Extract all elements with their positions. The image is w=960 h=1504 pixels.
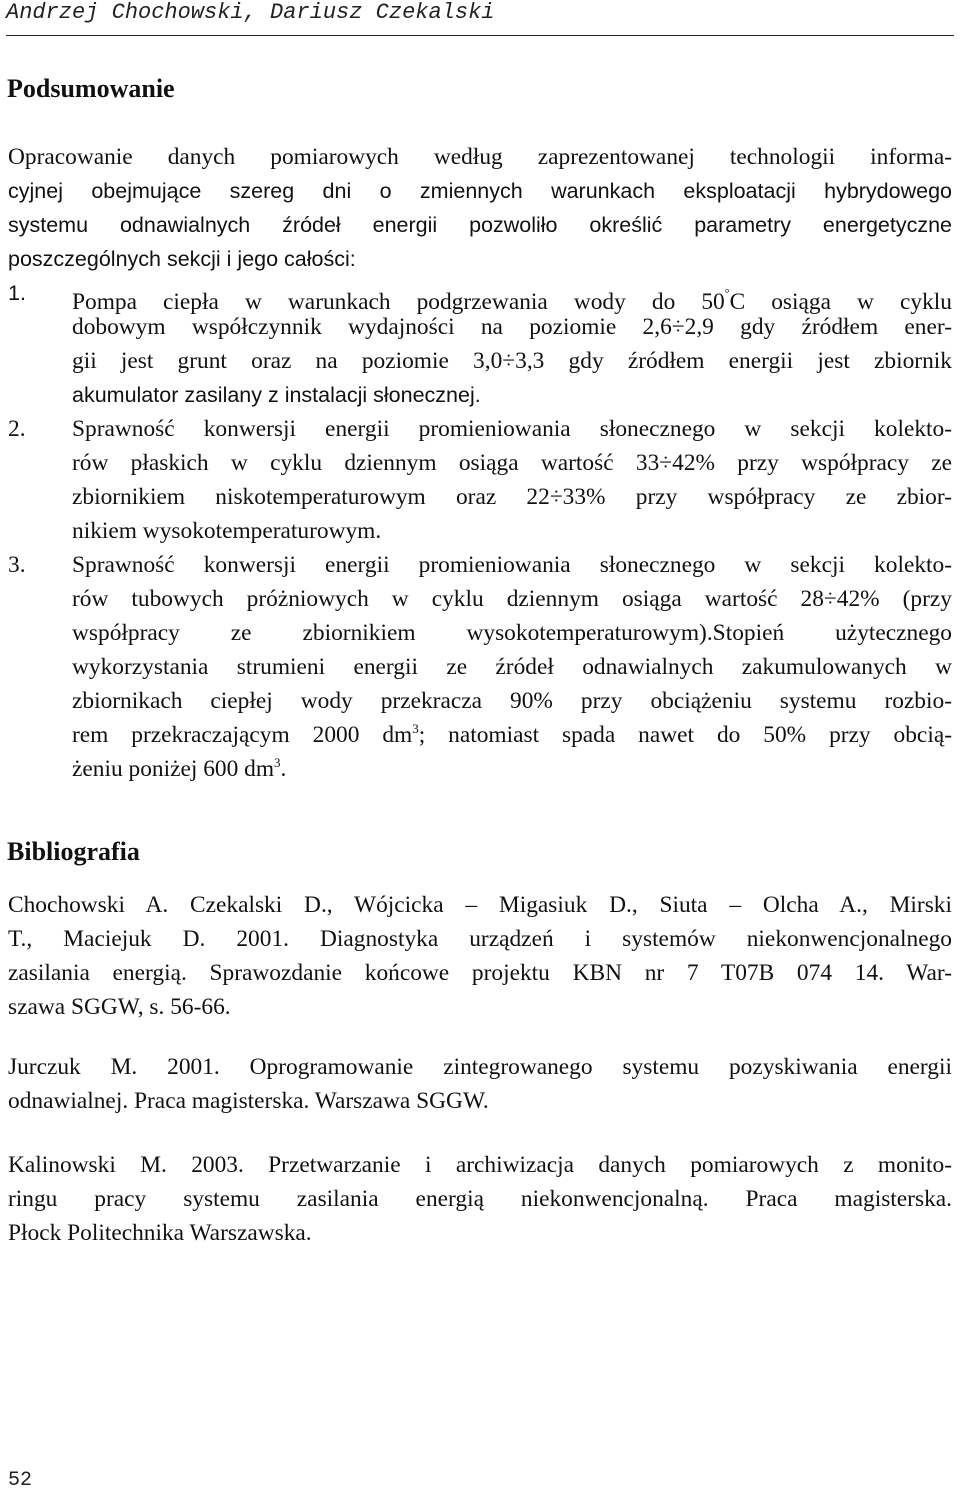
list-item-line: rów tubowych próżniowych w cyklu dziennym osiąga wartość 28÷42% (przy xyxy=(72,586,952,612)
list-item-line xyxy=(72,752,952,786)
list-item-line: rów płaskich w cyklu dziennym osiąga wartość 33÷42% przy współpracy ze xyxy=(72,450,952,476)
list-item-number: 1. xyxy=(8,281,26,305)
line-text: Pompa ciepła w warunkach podgrzewania wody do 50 xyxy=(72,289,725,315)
entry-line: szawa SGGW, s. 56-66. xyxy=(8,994,231,1020)
header-rule xyxy=(6,35,954,36)
entry-line: zasilania energią. Sprawozdanie końcowe projektu KBN nr 7 T07B 074 14. War- xyxy=(8,960,952,986)
list-item-line: współpracy ze zbiornikiem wysokotemperaturowym).Stopień użytecznego xyxy=(72,620,952,646)
intro-line: Opracowanie danych pomiarowych według zaprezentowanej technologii informa- xyxy=(8,144,952,170)
list-item-line: Sprawność konwersji energii promieniowania słonecznego w sekcji kolekto- xyxy=(72,416,952,442)
line-text: C osiąga w cyklu xyxy=(729,289,952,315)
list-item-line: zbiornikiem niskotemperaturowym oraz 22÷33% przy współpracy ze zbior- xyxy=(72,484,952,510)
list-item-line: akumulator zasilany z instalacji słonecznej. xyxy=(72,383,481,407)
line-text: rem przekraczającym 2000 dm xyxy=(72,722,413,748)
page-number: 52 xyxy=(8,1469,33,1492)
summary-heading: Podsumowanie xyxy=(7,74,175,103)
list-item-number: 3. xyxy=(8,552,26,578)
line-text: . xyxy=(280,756,287,782)
list-item-line: zbiornikach ciepłej wody przekracza 90% przy obciążeniu systemu rozbio- xyxy=(72,688,952,714)
list-item-line: dobowym współczynnik wydajności na poziomie 2,6÷2,9 gdy źródłem ener- xyxy=(72,314,952,340)
intro-line: cyjnej obejmujące szereg dni o zmiennych warunkach eksploatacji hybrydowego xyxy=(8,179,952,203)
entry-line: Chochowski A. Czekalski D., Wójcicka – Migasiuk D., Siuta – Olcha A., Mirski xyxy=(8,892,952,918)
line-text: ; natomiast spada nawet do 50% przy obcią- xyxy=(418,722,952,748)
intro-line: poszczególnych sekcji i jego całości: xyxy=(8,247,356,271)
entry-line: ringu pracy systemu zasilania energią niekonwencjonalną. Praca magisterska. xyxy=(8,1186,952,1212)
entry-line: Jurczuk M. 2001. Oprogramowanie zintegrowanego systemu pozyskiwania energii xyxy=(8,1054,952,1080)
list-item-line xyxy=(72,718,952,752)
superscript: 3 xyxy=(412,721,419,736)
list-item-number: 2. xyxy=(8,416,26,442)
intro-line: systemu odnawialnych źródeł energii pozwoliło określić parametry energetyczne xyxy=(8,213,952,237)
list-item-line: gii jest grunt oraz na poziomie 3,0÷3,3 gdy źródłem energii jest zbiornik xyxy=(72,348,952,374)
bibliography-heading: Bibliografia xyxy=(7,837,140,866)
running-head-authors: Andrzej Chochowski, Dariusz Czekalski xyxy=(6,0,495,25)
list-item-line xyxy=(72,276,952,315)
entry-line: Płock Politechnika Warszawska. xyxy=(8,1220,312,1246)
superscript: 3 xyxy=(274,755,281,770)
list-item-line: nikiem wysokotemperaturowym. xyxy=(72,518,382,544)
list-item-line: Sprawność konwersji energii promieniowania słonecznego w sekcji kolekto- xyxy=(72,552,952,578)
degree-sign: ° xyxy=(724,286,730,300)
entry-line: Kalinowski M. 2003. Przetwarzanie i archiwizacja danych pomiarowych z monito- xyxy=(8,1152,952,1178)
entry-line: T., Maciejuk D. 2001. Diagnostyka urządzeń i systemów niekonwencjonalnego xyxy=(8,926,952,952)
line-text: żeniu poniżej 600 dm xyxy=(72,756,275,782)
list-item-line: wykorzystania strumieni energii ze źródeł odnawialnych zakumulowanych w xyxy=(72,654,952,680)
entry-line: odnawialnej. Praca magisterska. Warszawa SGGW. xyxy=(8,1088,489,1114)
